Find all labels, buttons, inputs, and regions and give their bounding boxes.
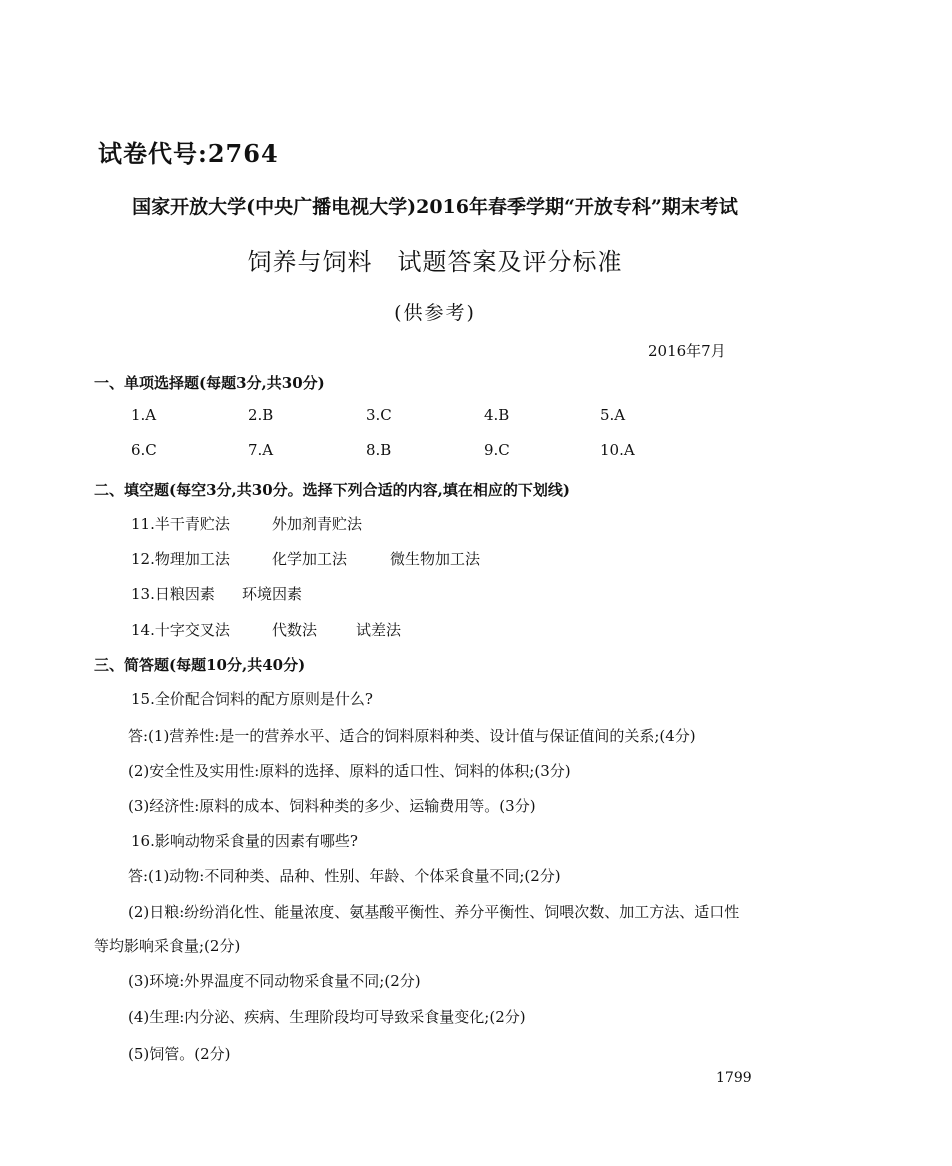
q16-answer-1: 答:(1)动物:不同种类、品种、性别、年龄、个体采食量不同;(2分) — [128, 867, 561, 885]
answer-8: 8.B — [366, 441, 392, 459]
fill-12-answer-2: 化学加工法 — [272, 550, 348, 568]
fill-13-answer-2: 环境因素 — [242, 585, 303, 603]
answer-2: 2.B — [248, 406, 274, 424]
answer-5: 5.A — [600, 406, 626, 424]
fill-14-answer-2: 代数法 — [272, 621, 318, 639]
fill-11-answer-2: 外加剂青贮法 — [272, 515, 363, 533]
q16-answer-2: (2)日粮:纷纷消化性、能量浓度、氨基酸平衡性、养分平衡性、饲喂次数、加工方法、适口性 — [128, 903, 740, 921]
q15-answer-1: 答:(1)营养性:是一的营养水平、适合的饲料原料种类、设计值与保证值间的关系;(4分) — [128, 727, 696, 745]
reference-note: (供参考) — [394, 302, 476, 324]
q16-answer-4: (4)生理:内分泌、疾病、生理阶段均可导致采食量变化;(2分) — [128, 1008, 526, 1026]
fill-14-label: 14.十字交叉法 — [131, 621, 230, 639]
answer-6: 6.C — [131, 441, 157, 459]
answer-10: 10.A — [600, 441, 635, 459]
answer-3: 3.C — [366, 406, 392, 424]
q15-answer-3: (3)经济性:原料的成本、饲料种类的多少、运输费用等。(3分) — [128, 797, 536, 815]
page-number: 1799 — [716, 1070, 752, 1086]
q15-answer-2: (2)安全性及实用性:原料的选择、原料的适口性、饲料的体积;(3分) — [128, 762, 571, 780]
q16-answer-2-cont: 等均影响采食量;(2分) — [94, 937, 241, 955]
exam-code: 试卷代号:2764 — [98, 139, 279, 168]
question-16: 16.影响动物采食量的因素有哪些? — [131, 832, 358, 850]
fill-14-answer-3: 试差法 — [356, 621, 402, 639]
section-3-heading: 三、简答题(每题10分,共40分) — [94, 656, 306, 674]
answer-9: 9.C — [484, 441, 510, 459]
section-1-heading: 一、单项选择题(每题3分,共30分) — [94, 374, 325, 392]
q16-answer-3: (3)环境:外界温度不同动物采食量不同;(2分) — [128, 972, 421, 990]
exam-date: 2016年7月 — [648, 342, 726, 360]
page-title: 饲养与饲料 试题答案及评分标准 — [247, 248, 623, 276]
fill-11-label: 11.半干青贮法 — [131, 515, 230, 533]
q16-answer-5: (5)饲管。(2分) — [128, 1045, 231, 1063]
answer-4: 4.B — [484, 406, 510, 424]
answer-1: 1.A — [131, 406, 157, 424]
question-15: 15.全价配合饲料的配方原则是什么? — [131, 690, 373, 708]
fill-13-label: 13.日粮因素 — [131, 585, 215, 603]
exam-institution-line: 国家开放大学(中央广播电视大学)2016年春季学期“开放专科”期末考试 — [132, 196, 738, 218]
fill-12-label: 12.物理加工法 — [131, 550, 230, 568]
fill-12-answer-3: 微生物加工法 — [390, 550, 481, 568]
section-2-heading: 二、填空题(每空3分,共30分。选择下列合适的内容,填在相应的下划线) — [94, 481, 570, 499]
answer-7: 7.A — [248, 441, 274, 459]
